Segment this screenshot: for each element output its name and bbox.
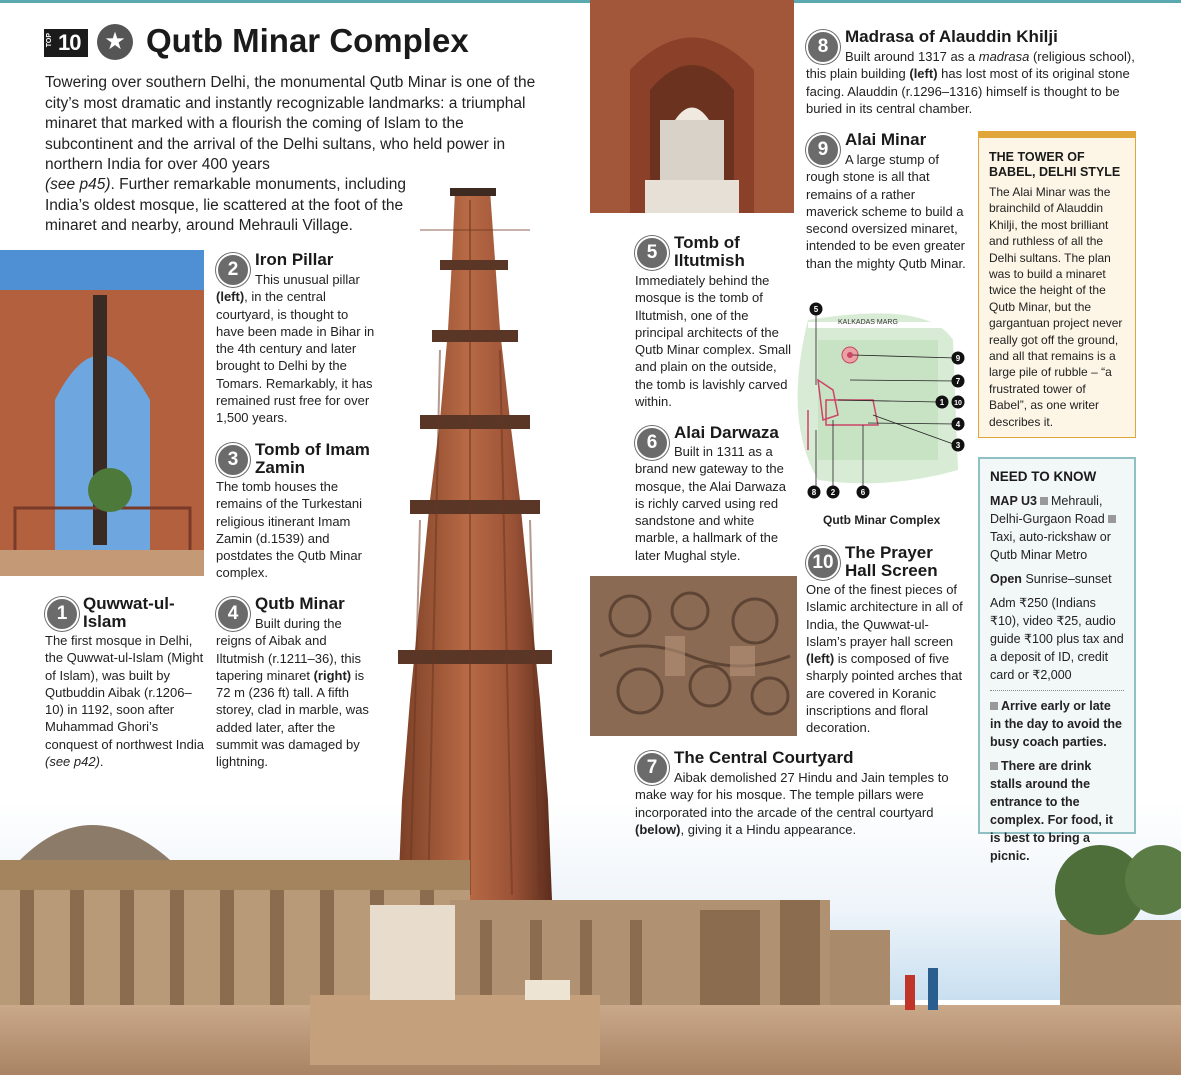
section-1-title — [83, 595, 203, 631]
map-marker-2: 2 — [830, 488, 836, 497]
section-9-number: 9 — [806, 133, 840, 167]
section-3-title-line-1: Tomb of Imam — [255, 440, 370, 459]
section-2-text — [216, 271, 376, 427]
section-7-number: 7 — [635, 751, 669, 785]
section-7-body-b: giving it a Hindu appearance. — [687, 821, 857, 837]
section-2-bold-ref: (left) — [216, 289, 245, 305]
section-4-body-a: Built during the reigns of Aibak and Iltutmish (r.1211–36), this tapering minaret — [216, 616, 361, 683]
section-2-number: 2 — [216, 253, 250, 287]
section-5-number: 5 — [635, 236, 669, 270]
map-marker-1: 1 — [939, 398, 945, 407]
section-5-title-line-2: Iltutmish — [674, 251, 745, 270]
bullet-square-icon — [990, 762, 998, 770]
section-5-title-line-1: Tomb of — [674, 233, 740, 252]
map-caption: Qutb Minar Complex — [823, 513, 941, 527]
star-icon: ★ — [97, 24, 133, 60]
map-marker-7: 7 — [955, 377, 961, 386]
section-3-number: 3 — [216, 443, 250, 477]
section-10-title — [845, 544, 938, 580]
section-1-title-line-2: Islam — [83, 612, 127, 631]
top10-number: 10 — [58, 30, 81, 55]
transport: Taxi, auto-rickshaw or Qutb Minar Metro — [990, 530, 1111, 562]
map-marker-8: 8 — [811, 488, 817, 497]
intro-period: . — [110, 176, 120, 193]
section-7-bold-ref: (below) — [635, 821, 681, 837]
intro-second-part — [45, 175, 445, 237]
open-label: Open — [990, 572, 1022, 586]
need-to-know-details — [990, 492, 1124, 564]
page-title: Qutb Minar Complex — [146, 22, 469, 59]
tip-1-text: Arrive early or late in the day to avoid the busy coach parties. — [990, 699, 1122, 749]
section-4-number: 4 — [216, 597, 250, 631]
section-1-period: . — [99, 754, 104, 770]
intro-text-2: Further remarkable monuments, including India’s oldest mosque, lie scattered at the foot of the minaret and nearby, around Mehrauli Village. — [45, 176, 406, 234]
section-7-body-a: Aibak demolished 27 Hindu and Jain temples to make way for his mosque. The temple pillars were incorporated into the arcade of the central courtyard — [635, 770, 949, 820]
map-marker-10: 10 — [954, 400, 962, 407]
opening-hours — [990, 570, 1124, 588]
section-7-text — [635, 769, 965, 838]
tip-1 — [990, 697, 1124, 751]
section-1-text — [45, 632, 205, 770]
section-1-body: The first mosque in Delhi, the Quwwat-ul-Islam (Might of Islam), was built by Qutbuddin Aibak (r.1206–10) in 1192, soon after Muhammad Ghori’s conquest of northwest India — [45, 633, 204, 752]
dotted-divider — [990, 690, 1124, 691]
tip-2 — [990, 757, 1124, 865]
section-8-body-a: Built around 1317 as a — [845, 49, 976, 64]
babel-text: The Alai Minar was the brainchild of Alauddin Khilji, the most brilliant and ruthless of all the Delhi sultans. The plan was to build a minaret twice the height of the Qutb Minar, but the gargantuan project never really got off the ground, and all that remains is a large pile of rubble – “a frustrated tower of Babel”, as one writer describes it. — [989, 185, 1123, 429]
admission-info: Adm ₹250 (Indians ₹10), video ₹25, audio guide ₹100 plus tax and a deposit of ID, credit card or ₹2,000 — [990, 596, 1124, 682]
section-8-number: 8 — [806, 30, 840, 64]
section-5-title — [674, 234, 745, 270]
section-2-comma: , — [244, 289, 252, 305]
section-2-body-a: This unusual pillar — [255, 272, 360, 287]
section-9-title: Alai Minar — [845, 130, 927, 149]
section-4-bold-ref: (right) — [313, 667, 352, 683]
prayer-screen-carving-photo — [590, 576, 797, 736]
map-marker-9: 9 — [955, 354, 961, 363]
section-4-body-b: is 72 m (236 ft) tall. A fifth storey, clad in marble, was added later, after the summit was damaged by lightning. — [216, 667, 369, 770]
bullet-square-icon — [990, 702, 998, 710]
section-10-title-line-1: The Prayer — [845, 543, 933, 562]
section-7-title: The Central Courtyard — [674, 748, 854, 767]
intro-text: Towering over southern Delhi, the monumental Qutb Minar is one of the city’s most dramatic and instantly recognizable landmarks: a triumphal minaret that marked with a flourish the coming of Islam to the subcontinent and the arrival of the Delhi sultans, who held power in northern India for over 400 years — [45, 74, 536, 173]
section-8-italic: madrasa — [978, 49, 1030, 64]
section-10-text — [806, 581, 968, 737]
section-3-title — [255, 441, 385, 477]
section-3-text: The tomb houses the remains of the Turkestani religious itinerant Imam Zamin (d.1539) and postdates the Qutb Minar complex. — [216, 479, 362, 581]
map-marker-3: 3 — [955, 441, 961, 450]
iron-pillar-photo — [0, 250, 204, 576]
section-10-title-line-2: Hall Screen — [845, 561, 938, 580]
top10-logo — [44, 29, 88, 57]
section-3-title-line-2: Zamin — [255, 458, 306, 477]
section-8-body-c: has lost most of its original stone facing. Alauddin (r.1296–1316) himself is thought to be buried in its central chamber. — [806, 66, 1130, 116]
section-9-text: A large stump of rough stone is all that remains of a rather maverick scheme to build a second oversized minaret, intended to be even greater than the mighty Qutb Minar. — [806, 152, 966, 271]
map-road-label: KALKADAS MARG — [838, 319, 898, 326]
section-8-bold-ref: (left) — [909, 66, 938, 82]
site-map — [778, 300, 968, 500]
address: Mehrauli, Delhi-Gurgaon Road — [990, 494, 1105, 526]
open-value: Sunrise–sunset — [1025, 572, 1112, 586]
section-2-title: Iron Pillar — [255, 250, 334, 269]
section-1-title-line-1: Quwwat-ul- — [83, 594, 175, 613]
section-10-number: 10 — [806, 546, 840, 580]
tower-of-babel-box — [978, 131, 1136, 438]
section-6-title: Alai Darwaza — [674, 423, 779, 442]
separator-square-icon — [1040, 497, 1048, 505]
section-10-bold-ref: (left) — [806, 651, 835, 667]
section-4-text — [216, 615, 378, 771]
intro-page-ref: (see p45) — [45, 176, 111, 193]
map-marker-5: 5 — [813, 305, 819, 314]
separator-square-icon — [1108, 515, 1116, 523]
section-10-body-a: One of the finest pieces of Islamic architecture in all of India, the Quwwat-ul-Islam’s prayer hall screen — [806, 582, 963, 649]
section-6-text: Built in 1311 as a brand new gateway to the mosque, the Alai Darwaza is richly carved using red sandstone and white marble, a hallmark of the later Mughal style. — [635, 444, 787, 563]
section-8-body-b: (religious school), this plain building — [806, 49, 1135, 82]
babel-heading: THE TOWER OF BABEL, DELHI STYLE — [989, 150, 1121, 179]
section-4-title: Qutb Minar — [255, 594, 345, 613]
map-marker-6: 6 — [860, 488, 866, 497]
section-10-body-b: is composed of five sharply pointed arches that are covered in Koranic inscriptions and floral decoration. — [806, 651, 963, 736]
map-reference: MAP U3 — [990, 494, 1038, 508]
top10-small-label: TOP — [46, 33, 53, 48]
need-to-know-heading: NEED TO KNOW — [990, 469, 1097, 484]
section-1-number: 1 — [45, 597, 79, 631]
tip-2-text: There are drink stalls around the entrance to the complex. For food, it is best to bring a picnic. — [990, 759, 1113, 863]
section-1-page-ref: (see p42) — [45, 754, 100, 770]
section-5-text: Immediately behind the mosque is the tomb of Iltutmish, one of the principal architects of the Qutb Minar complex. Small and plain on the outside, the tomb is lavishly carved within. — [635, 273, 792, 410]
section-8-text — [806, 48, 1136, 117]
section-7-comma: , — [680, 821, 688, 837]
section-8-title: Madrasa of Alauddin Khilji — [845, 27, 1058, 46]
section-6-number: 6 — [635, 426, 669, 460]
map-marker-4: 4 — [955, 420, 961, 429]
madrasa-photo — [590, 0, 794, 213]
need-to-know-box — [978, 457, 1136, 863]
section-2-body-b: in the central courtyard, is thought to have been made in Bihar in the 4th century and later brought to Delhi by the Tomars. Remarkably, it has remained rust free for over 1,500 years. — [216, 289, 375, 426]
